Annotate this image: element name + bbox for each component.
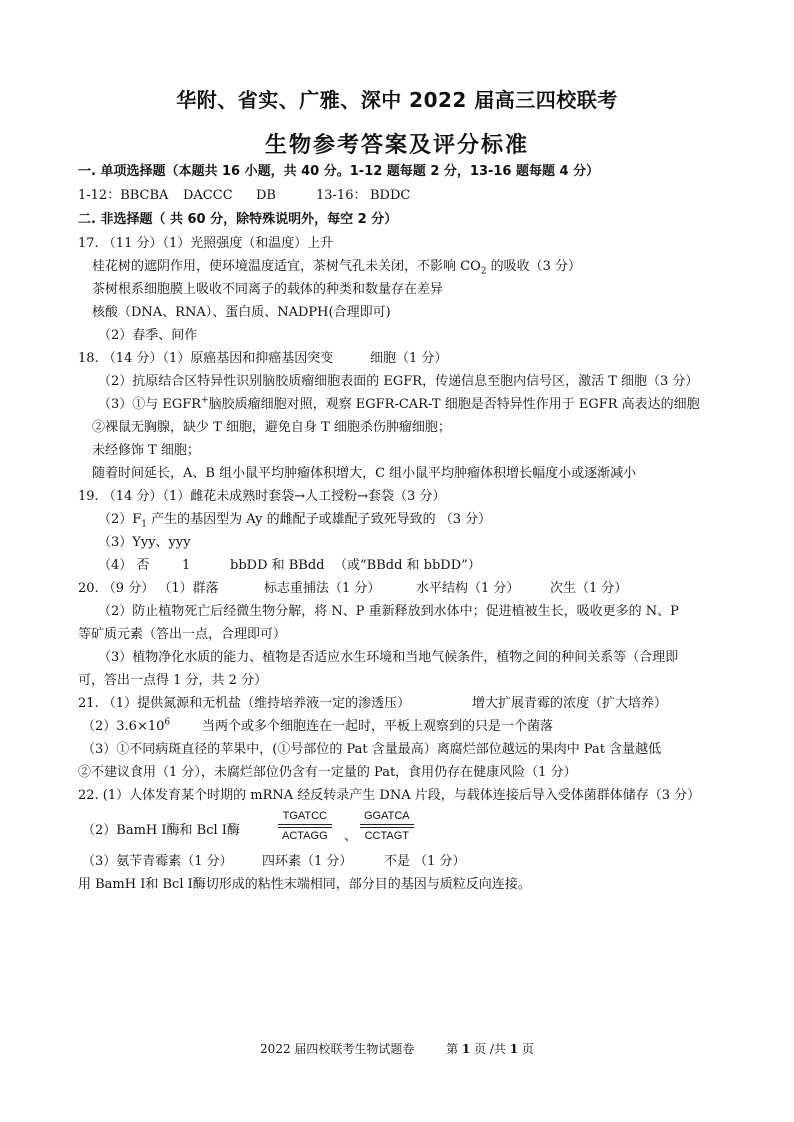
- sticky-end-sequence-2: [360, 810, 414, 842]
- q18-line5: 未经修饰 T 细胞；: [92, 443, 200, 458]
- q22-line3b: 四环素（1 分）: [262, 854, 353, 869]
- seq-separator: 、: [344, 829, 358, 844]
- q17-line1: 17. （11 分）（1）光照强度（和温度）上升: [78, 236, 334, 251]
- q18-line1: 18. （14 分）（1）原癌基因和抑癌基因突变: [78, 351, 334, 366]
- q19-line4c: bbDD 和 BBdd: [230, 558, 325, 573]
- q22-line3a: （3）氨苄青霉素（1 分）: [82, 854, 233, 869]
- q19-line4a: （4） 否: [98, 558, 150, 573]
- q20-line2: （2）防止植物死亡后经微生物分解，将 N、P 重新释放到水体中；促进植被生长，吸收更多的 N、P: [98, 604, 679, 619]
- seq1-top-strand: TGATCC: [278, 810, 332, 825]
- mc-answers-group3: DB: [256, 188, 276, 203]
- q20-line4: （3）植物净化水质的能力、植物是否适应水生环境和当地气候条件，植物之间的种间关系等（合理即: [98, 650, 679, 665]
- footer-title: 2022 届四校联考生物试题卷: [260, 1042, 415, 1056]
- footer-page-a: 第: [446, 1042, 462, 1056]
- q21-line2b: 当两个或多个细胞连在一起时，平板上观察到的只是一个菌落: [202, 719, 554, 734]
- footer-page-number: 1: [461, 1042, 471, 1056]
- q19-line4b: 1: [182, 558, 191, 573]
- mc-answers-13-16-label: 13-16：: [316, 188, 367, 203]
- sticky-end-sequence-1: [278, 810, 332, 842]
- q21-line2a: $(2)3.6\times 10^6$: [82, 717, 171, 734]
- page-subtitle: 生物参考答案及评分标准: [264, 133, 529, 158]
- q19-line1: 19. （14 分）（1）雌花未成熟时套袋→人工授粉→套袋（3 分）: [78, 489, 446, 504]
- q17-line5: （2）春季、间作: [98, 328, 198, 343]
- q22-line2: （2）BamH I酶和 Bcl I酶: [82, 823, 240, 838]
- q18-line4: ②裸鼠无胸腺，缺少 T 细胞，避免自身 T 细胞杀伤肿瘤细胞；: [92, 420, 451, 435]
- section1-heading: 一. 单项选择题（本题共 16 小题，共 40 分。1-12 题每题 2 分，13-16 题每题 4 分）: [78, 164, 600, 179]
- q18-line1b: 细胞（1 分）: [370, 351, 448, 366]
- q21-line1a: 21. （1）提供氮源和无机盐（维持培养液一定的渗透压）: [78, 696, 411, 711]
- q20-line1c: 水平结构（1 分）: [416, 581, 520, 596]
- q22-line1: 22. (1）人体发育某个时期的 mRNA 经反转录产生 DNA 片段，与载体连接后导入受体菌群体储存（3 分）: [78, 788, 701, 803]
- mc-answers-1-12: 1-12：BBCBA: [78, 188, 169, 203]
- footer-page-c: 页: [518, 1042, 534, 1056]
- q17-line3: 茶树根系细胞膜上吸收不同离子的载体的种类和数量存在差异: [92, 282, 444, 297]
- q21-line4: ②不建议食用（1 分），未腐烂部位仍含有一定量的 Pat，食用仍存在健康风险（1 分）: [78, 765, 577, 780]
- mc-answers-group2: DACCC: [183, 188, 233, 203]
- mc-answers-13-16: BDDC: [370, 188, 411, 203]
- q19-line4d: （或“BBdd 和 bbDD”）: [334, 558, 481, 573]
- q20-line1a: 20. （9 分） （1）群落: [78, 581, 219, 596]
- seq1-bottom-strand: ACTAGG: [278, 827, 332, 842]
- q21-line1b: 增大扩展青霉的浓度（扩大培养）: [472, 696, 668, 711]
- page-title: 华附、省实、广雅、深中 2022 届高三四校联考: [176, 88, 618, 112]
- footer-page-total: 1: [509, 1042, 519, 1056]
- q18-line2: （2）抗原结合区特异性识别脑胶质瘤细胞表面的 EGFR，传递信息至胞内信号区，激活 T 细胞（3 分）: [98, 374, 699, 389]
- q19-line2: $(2)F_1$ 产生的基因型为 Ay 的雌配子或雄配子致死导致的 （3 分）: [98, 512, 492, 530]
- section2-heading: 二. 非选择题（ 共 60 分，除特殊说明外，每空 2 分）: [78, 212, 398, 227]
- q22-line3c: 不是 （1 分）: [384, 854, 466, 869]
- page-footer: [0, 1040, 794, 1057]
- q18-line6: 随着时间延长，A、B 组小鼠平均肿瘤体积增大，C 组小鼠平均肿瘤体积增长幅度小或逐渐减小: [92, 466, 637, 481]
- q22-line4: 用 BamH I和 Bcl I酶切形成的粘性末端相同，部分目的基因与质粒反向连接。: [78, 877, 531, 892]
- footer-page-b: 页 /共: [470, 1042, 510, 1056]
- q17-line4: 核酸（DNA、RNA）、蛋白质、NADPH(合理即可): [92, 305, 391, 320]
- q20-line1d: 次生（1 分）: [550, 581, 628, 596]
- q19-line3: （3）Yyy、yyy: [98, 535, 191, 550]
- q21-line3: （3）①不同病斑直径的苹果中，(①号部位的 Pat 含量最高）离腐烂部位越远的果肉中 Pat 含量越低: [82, 742, 662, 757]
- q17-line2: 桂花树的遮阴作用，使环境温度适宜，茶树气孔未关闭，不影响 $CO_2$ 的吸收（3 分）: [92, 259, 582, 277]
- q18-line3: （3）①与 EGFR+脑胶质瘤细胞对照，观察 EGFR-CAR-T 细胞是否特异性作用于 EGFR 高表达的细胞: [98, 395, 700, 412]
- q20-line3: 等矿质元素（答出一点，合理即可）: [78, 627, 287, 642]
- seq2-bottom-strand: CCTAGT: [360, 827, 414, 842]
- seq2-top-strand: GGATCA: [360, 810, 414, 825]
- q20-line5: 可，答出一点得 1 分，共 2 分）: [78, 673, 268, 688]
- q20-line1b: 标志重捕法（1 分）: [264, 581, 381, 596]
